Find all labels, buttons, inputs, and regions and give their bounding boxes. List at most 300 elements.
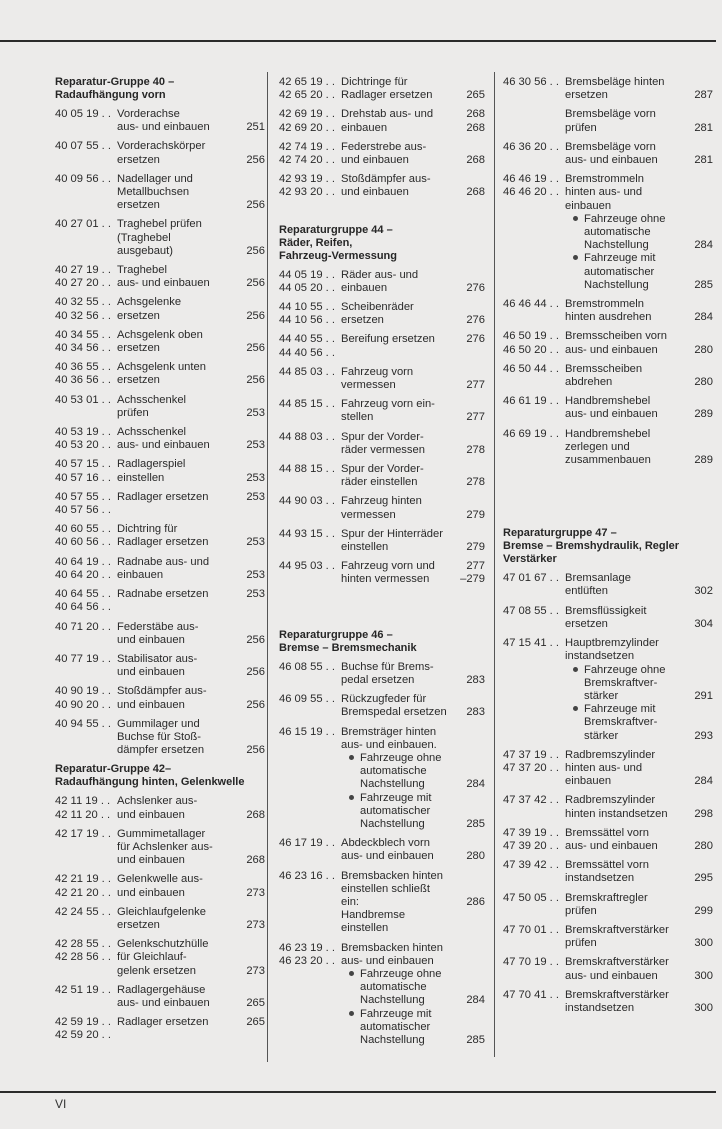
index-entry [503,428,713,468]
operation-code [55,919,117,932]
page-reference [683,677,713,690]
index-entry [55,685,265,711]
operation-description [117,310,235,323]
operation-description [117,374,235,387]
index-entry-line [55,264,265,277]
index-entry-line [55,186,265,199]
index-entry-line [503,605,713,618]
description-text: Abdeckblech vorn [341,837,430,850]
index-entry [55,621,265,647]
operation-code: 40 27 01 . . [55,218,111,231]
page-reference [683,572,713,585]
page-reference [683,173,713,186]
page-reference [683,605,713,618]
operation-code: 42 65 19 . . [279,76,335,88]
index-entry-line [55,666,265,679]
operation-code: 42 65 20 . . [279,89,335,102]
description-text: prüfen [565,937,597,950]
operation-description [341,398,455,411]
operation-code [279,909,341,922]
operation-description [565,872,683,885]
description-text: Fahrzeuge mit [360,791,432,804]
index-entry-line [503,89,713,102]
operation-description [341,366,455,379]
page-reference [683,108,713,121]
index-entry [55,426,265,452]
operation-description [117,536,235,549]
description-text: ersetzen [565,617,608,630]
index-entry-line [279,909,485,922]
description-text: Spur der Vorder- [341,463,424,476]
operation-code: 47 70 41 . . [503,988,559,1001]
operation-description [117,997,235,1010]
operation-code: 46 50 19 . . [503,330,559,343]
operation-code: 40 36 56 . . [55,374,111,387]
index-entry-line [55,536,265,549]
operation-code: 47 39 20 . . [503,839,559,852]
index-entry-line [55,685,265,698]
page-reference: 278 [466,443,485,456]
page-reference: 284 [694,311,713,324]
index-entry [279,661,485,687]
index-entry-line [55,426,265,439]
index-entry-line [55,245,265,258]
description-text: und einbauen [117,666,185,679]
description-text: instandsetzen [565,650,635,663]
operation-description [117,342,235,355]
description-text: Bremsbacken hinten [341,941,443,954]
operation-description [117,569,235,582]
operation-description [341,837,455,850]
operation-description [565,618,683,631]
operation-code: 42 69 20 . . [279,121,335,134]
index-entry [55,556,265,582]
operation-code: 40 34 56 . . [55,342,111,355]
operation-code [503,716,565,729]
page-reference: 256 [246,633,265,646]
page-reference: 253 [246,439,265,452]
operation-code [55,854,117,867]
description-text: hinten vermessen [341,573,430,586]
spacer [279,206,485,224]
index-entry [279,366,485,392]
page-reference [235,218,265,231]
operation-description [565,376,683,389]
operation-description [341,173,455,186]
operation-code [503,454,565,467]
operation-code: 46 08 55 . . [279,660,335,673]
operation-code [279,922,341,935]
description-text: Gleichlaufgelenke [117,905,206,918]
bottom-rule [0,1091,716,1093]
page-reference: 279 [466,508,485,521]
operation-code: 40 64 19 . . [55,555,111,568]
page-reference [683,441,713,454]
operation-code: 46 61 19 . . [503,395,559,408]
page-reference: 289 [694,454,713,467]
page-reference [455,870,485,883]
operation-description [341,314,455,327]
index-entry [55,906,265,932]
description-text: Fahrzeuge mit [584,703,656,716]
description-text: Fahrzeuge ohne [360,751,442,764]
operation-code [279,1034,341,1047]
operation-description [565,173,683,186]
operation-code: 40 57 56 . . [55,504,111,517]
index-entry-line [55,828,265,841]
bullet-icon [349,795,354,800]
description-text: Bremskraftregler [565,891,648,904]
index-entry [55,394,265,420]
operation-description [341,883,455,896]
operation-code: 40 27 20 . . [55,277,111,290]
page-reference: 300 [694,937,713,950]
description-text: hinten aus- und [565,761,643,774]
index-entry-line [55,173,265,186]
page-reference [683,363,713,376]
index-entry [503,605,713,631]
operation-description [341,528,455,541]
operation-code [503,89,565,102]
operation-description [565,395,683,408]
page-reference: 281 [694,154,713,167]
index-entry-line [279,411,485,424]
operation-code [503,650,565,663]
operation-code: 40 57 55 . . [55,490,111,503]
page-reference [683,266,713,279]
index-entry-line [55,361,265,374]
index-entry [279,398,485,424]
spacer [279,593,485,611]
description-text: Bremskraftver- [584,676,658,689]
operation-description [117,653,235,666]
operation-description [565,76,683,89]
description-text: aus- und einbauen [565,969,658,982]
operation-code [55,186,117,199]
operation-code: 46 36 20 . . [503,140,559,153]
description-text: Bremsflüssigkeit [565,604,647,617]
operation-description [117,718,235,731]
description-text: Federstäbe aus- [117,620,199,633]
index-entry-line [55,569,265,582]
description-text: Stoßdämpfer aus- [117,685,207,698]
operation-description [117,173,235,186]
operation-code: 47 15 41 . . [503,637,559,650]
operation-code [279,706,341,719]
operation-code [503,108,565,121]
index-entry-line [55,439,265,452]
operation-description [565,408,683,421]
index-entry-line [55,997,265,1010]
operation-description [565,664,683,677]
page-reference [455,726,485,739]
operation-description [565,892,683,905]
index-entry-line [279,1008,485,1021]
description-text: Radbremszylinder [565,748,656,761]
index-entry [503,924,713,950]
bullet-icon [573,667,578,672]
page-reference: 256 [246,199,265,212]
description-text: automatische [584,226,651,239]
operation-description [117,504,235,517]
index-column-1 [55,76,265,1049]
page-reference: 280 [694,343,713,356]
index-entry-line [55,809,265,822]
page-reference: 284 [694,775,713,788]
page-reference: 268 [246,854,265,867]
page-reference: 295 [694,872,713,885]
section-heading-line: Reparaturgruppe 47 – [503,527,617,540]
description-text: aus- und einbauen [117,996,210,1009]
description-text: Spur der Hinterräder [341,527,443,540]
page-reference: 253 [246,490,265,503]
index-entry-line [279,778,485,791]
operation-code: 42 21 20 . . [55,886,111,899]
description-text: Radlagergehäuse [117,983,206,996]
operation-description [341,693,455,706]
page-reference: 285 [466,1033,485,1046]
page-reference [683,395,713,408]
index-entry-line [503,937,713,950]
index-entry-line [279,726,485,739]
description-text: vermessen [341,379,396,392]
index-entry-line [55,329,265,342]
operation-description [565,298,683,311]
operation-description [565,239,683,252]
index-entry [55,173,265,213]
index-entry-line [503,970,713,983]
description-text: Fahrzeuge ohne [360,967,442,980]
operation-description [117,828,235,841]
page-reference [683,924,713,937]
description-text: ersetzen [117,918,160,931]
description-text: aus- und einbauen [117,121,210,134]
operation-description [565,956,683,969]
page-reference [455,528,485,541]
operation-description [117,491,235,504]
index-entry-line [279,968,485,981]
index-entry [503,363,713,389]
description-text: Räder aus- und [341,268,419,281]
operation-description [117,1029,235,1042]
description-text: Bremssättel vorn [565,826,649,839]
page-reference [455,347,485,360]
index-entry-line [279,269,485,282]
operation-code: 46 46 19 . . [503,173,559,186]
operation-description [565,154,683,167]
description-text: vermessen [341,508,396,521]
operation-description [341,661,455,674]
operation-code: 40 64 20 . . [55,568,111,581]
index-entry-line [503,716,713,729]
operation-description [117,121,235,134]
index-entry-line [503,279,713,292]
operation-description [565,989,683,1002]
description-text: räder einstellen [341,476,418,489]
description-text: Achsschenkel [117,426,187,439]
page-reference: 279 [466,541,485,554]
operation-description [565,703,683,716]
index-entry [279,693,485,719]
index-entry-line [503,924,713,937]
description-text: Buchse für Brems- [341,660,434,673]
operation-description [117,154,235,167]
operation-code [503,585,565,598]
index-entry [279,173,485,199]
operation-code [55,841,117,854]
operation-description [341,981,455,994]
index-entry [503,827,713,853]
page-reference [455,981,485,994]
index-entry [279,333,485,359]
index-entry [279,495,485,521]
operation-code [279,411,341,424]
operation-description [565,186,683,199]
page-reference [455,909,485,922]
index-entry-line [55,919,265,932]
index-entry [55,329,265,355]
page-reference [235,108,265,121]
index-entry [55,491,265,517]
index-entry-line [503,650,713,663]
description-text: Handbremse [341,909,406,922]
description-text: aus- und einbauen [565,154,658,167]
page-reference [683,762,713,775]
operation-code [503,441,565,454]
operation-code [55,154,117,167]
page-reference [455,1021,485,1034]
operation-description [341,805,455,818]
operation-code [55,997,117,1010]
description-text: stärker [584,729,619,742]
page-reference [683,664,713,677]
index-entry-line [55,653,265,666]
operation-code: 46 17 19 . . [279,837,335,850]
index-entry-line [503,664,713,677]
description-text: Gelenkwelle aus- [117,873,203,886]
operation-description [117,984,235,997]
operation-description [341,282,455,295]
page-reference: 284 [466,994,485,1007]
operation-code: 40 07 55 . . [55,140,111,153]
page-reference [455,141,485,154]
index-entry-line [279,818,485,831]
index-entry-line [279,314,485,327]
description-text: einbauen [341,121,388,134]
description-text: Bremsscheiben [565,362,643,375]
index-entry [503,956,713,982]
operation-description [565,749,683,762]
index-entry-line [279,981,485,994]
index-entry [279,141,485,167]
index-entry-line [55,310,265,323]
operation-code: 40 57 16 . . [55,471,111,484]
description-text: hinten aus- und [565,186,643,199]
description-text: einstellen schließt [341,882,430,895]
description-text: Nachstellung [584,278,649,291]
description-text: Gelenkschutzhülle [117,938,209,951]
index-entry-line [279,765,485,778]
page-reference [683,330,713,343]
index-entry-line [503,572,713,585]
index-entry-line [503,408,713,421]
description-text: einstellen [341,541,389,554]
page-reference [455,269,485,282]
description-text: Nachstellung [584,239,649,252]
index-entry [279,837,485,863]
operation-description [565,794,683,807]
description-text: prüfen [565,121,597,134]
description-text: Fahrzeug vorn und [341,560,435,573]
index-entry-line [503,344,713,357]
page-reference [235,504,265,517]
operation-description [565,762,683,775]
index-entry-line [55,342,265,355]
operation-code [503,1002,565,1015]
index-entry [503,173,713,292]
index-entry-line [279,1021,485,1034]
operation-description [341,955,455,968]
index-entry [55,296,265,322]
index-entry-line [55,523,265,536]
index-entry-line [279,752,485,765]
operation-code [279,765,341,778]
index-entry-line [55,232,265,245]
operation-code [503,905,565,918]
operation-description [565,716,683,729]
index-entry-line [55,199,265,212]
description-text: aus- und einbauen. [341,738,437,751]
operation-code: 42 11 20 . . [55,808,111,821]
description-text: einbauen [341,281,388,294]
operation-description [341,818,455,831]
index-entry-line [279,528,485,541]
index-entry-line [279,431,485,444]
operation-code: 42 24 55 . . [55,905,111,918]
index-entry [279,431,485,457]
page-reference [455,765,485,778]
page-reference: 253 [246,536,265,549]
operation-description [117,407,235,420]
index-entry [279,560,485,586]
operation-code [55,245,117,258]
operation-code: 40 34 55 . . [55,328,111,341]
operation-code [279,1008,341,1021]
description-text: Scheibenräder [341,301,414,314]
operation-description [565,905,683,918]
index-entry-line [279,76,485,89]
description-text: Hauptbremzylinder [565,637,659,650]
index-entry-line [503,186,713,199]
description-text: aus- und einbauen [341,850,434,863]
description-text: Drehstab aus- und [341,108,434,121]
page-reference: 256 [246,666,265,679]
operation-description [117,854,235,867]
description-text: Fahrzeug vorn [341,365,414,378]
operation-description [565,775,683,788]
index-entry [55,140,265,166]
operation-code [55,744,117,757]
operation-description [117,361,235,374]
column-divider-1 [267,72,268,1062]
operation-description [341,186,455,199]
section-heading-line: Radaufhängung hinten, Gelenkwelle [55,776,245,789]
page-reference [235,1029,265,1042]
description-text: ersetzen [565,89,608,102]
operation-code: 44 90 03 . . [279,495,335,508]
index-entry-line [503,376,713,389]
index-entry-line [55,621,265,634]
